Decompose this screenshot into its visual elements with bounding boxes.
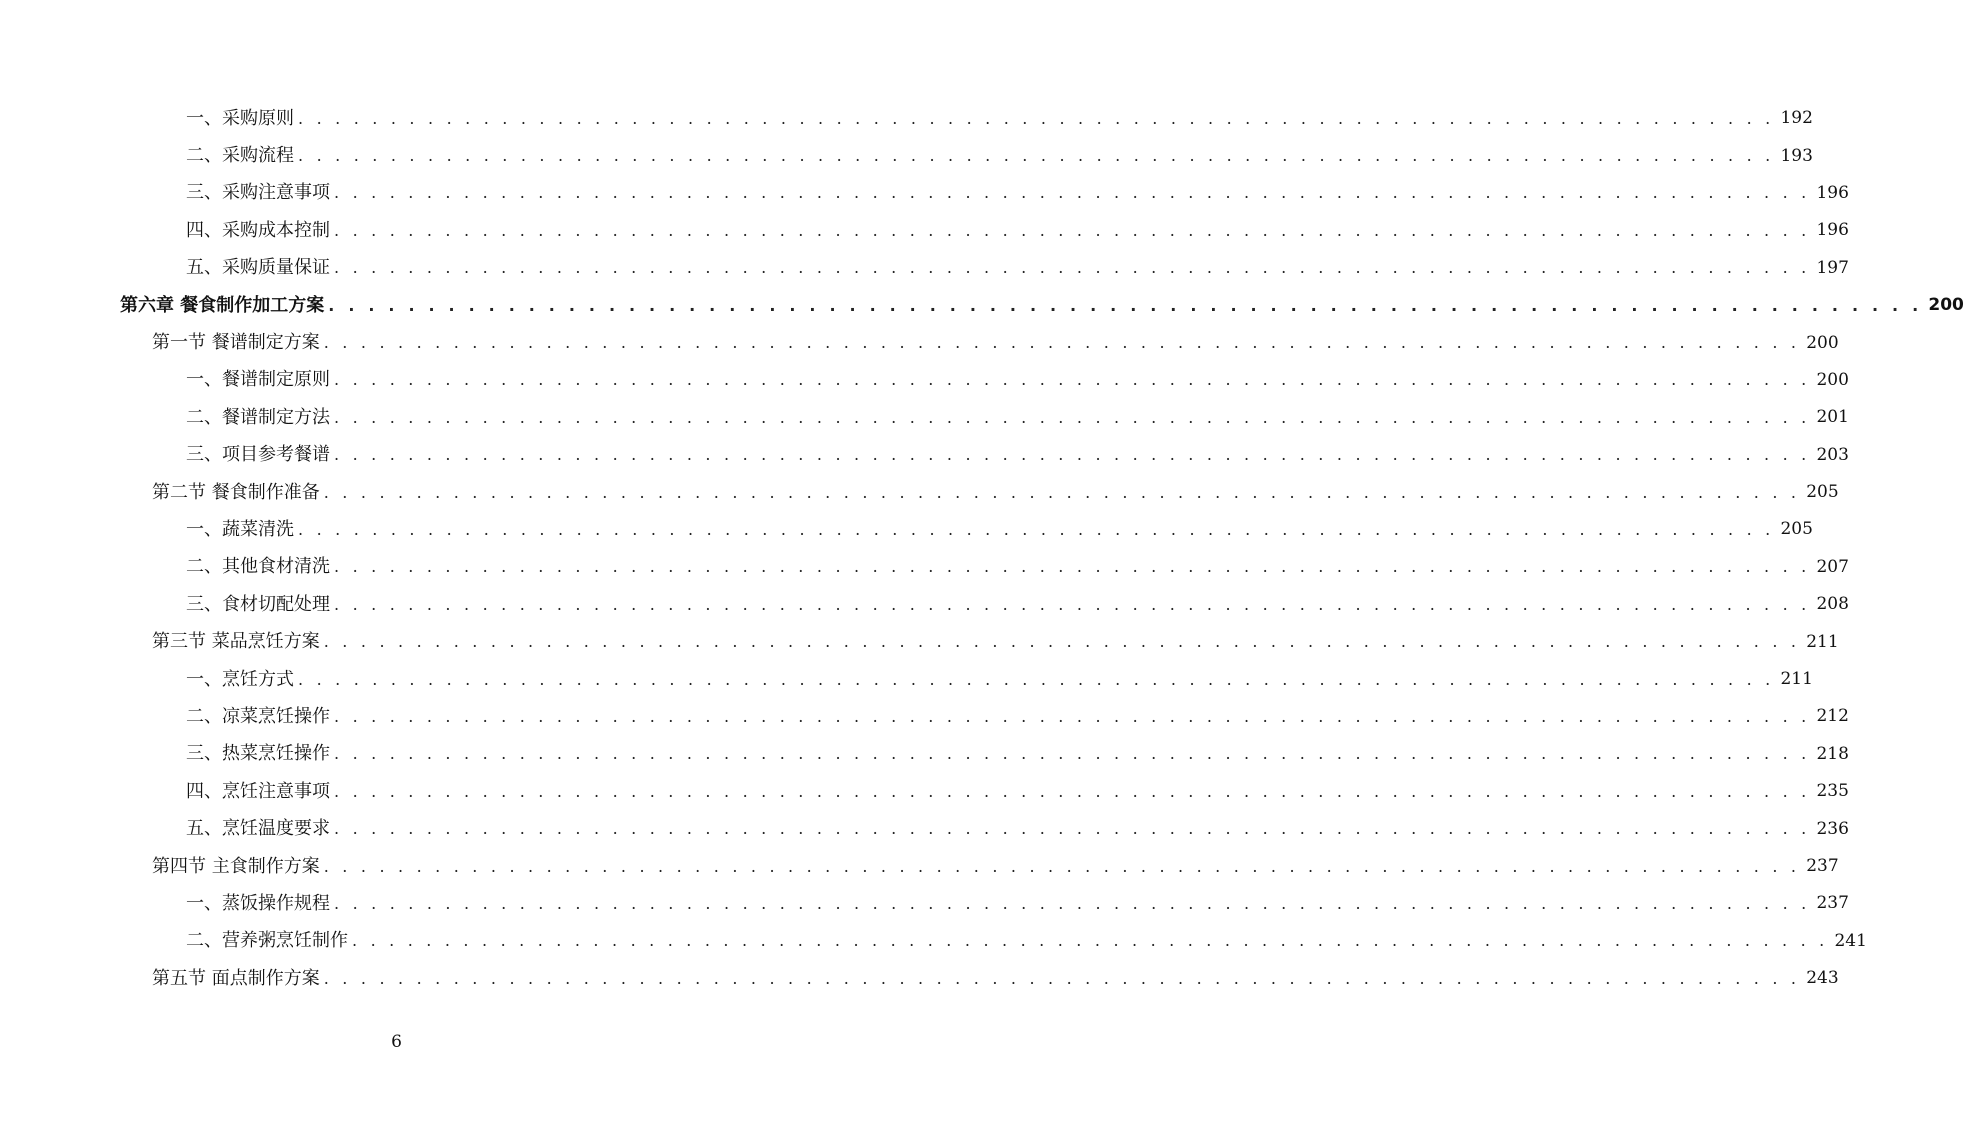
toc-entry-page: 211 xyxy=(1780,669,1813,690)
toc-entry-page: 208 xyxy=(1816,594,1849,615)
toc-entry-label: 第三节 菜品烹饪方案 xyxy=(152,631,320,653)
toc-entry-item[interactable] xyxy=(0,736,1849,773)
toc-entry-page: 205 xyxy=(1806,482,1839,503)
toc-entry-page: 196 xyxy=(1816,220,1849,241)
toc-entry-label: 第二节 餐食制作准备 xyxy=(152,481,320,503)
toc-leader-dots: . . . . . . . . . . . . . . . . . . . . . . . . . . . . . . . . . . . . . . . . . . . . . . . . . . . . . . . . . . . . . . . . . . . . . . . . . . . . . . . . xyxy=(298,519,1775,539)
toc-entry-section[interactable] xyxy=(0,623,1839,660)
toc-entry-item[interactable] xyxy=(0,810,1849,847)
toc-entry-item[interactable] xyxy=(0,885,1849,922)
toc-entry-page: 200 xyxy=(1928,295,1964,316)
toc-entry-label: 一、蒸饭操作规程 xyxy=(186,892,330,914)
toc-entry-page: 243 xyxy=(1806,968,1839,989)
toc-leader-dots: . . . . . . . . . . . . . . . . . . . . . . . . . . . . . . . . . . . . . . . . . . . . . . . . . . . . . . . . . . . . . . . . . . . . . . . . . . . . . . . . xyxy=(298,669,1775,689)
toc-leader-dots: . . . . . . . . . . . . . . . . . . . . . . . . . . . . . . . . . . . . . . . . . . . . . . . . . . . . . . . . . . . . . . . . . . . . . . . . . . . . . . . . xyxy=(323,856,1801,876)
toc-entry-label: 五、采购质量保证 xyxy=(186,257,330,279)
toc-leader-dots: . . . . . . . . . . . . . . . . . . . . . . . . . . . . . . . . . . . . . . . . . . . . . . . . . . . . . . . . . . . . . . . . . . . . . . . . . . . . . . . . xyxy=(352,931,1829,951)
toc-entry-item[interactable] xyxy=(0,661,1813,698)
toc-entry-page: 193 xyxy=(1780,145,1813,166)
toc-entry-item[interactable] xyxy=(0,773,1849,810)
toc-entry-label: 三、采购注意事项 xyxy=(186,182,330,204)
toc-entry-label: 三、食材切配处理 xyxy=(186,593,330,615)
toc-entry-item[interactable] xyxy=(0,175,1849,212)
toc-entry-label: 二、采购流程 xyxy=(186,145,294,167)
toc-entry-label: 二、餐谱制定方法 xyxy=(186,406,330,428)
toc-entry-page: 201 xyxy=(1816,407,1849,428)
toc-entry-item[interactable] xyxy=(0,250,1849,287)
toc-leader-dots: . . . . . . . . . . . . . . . . . . . . . . . . . . . . . . . . . . . . . . . . . . . . . . . . . . . . . . . . . . . . . . . . . . . . . . . . . . . . . . . . xyxy=(334,258,1811,278)
toc-entry-label: 三、项目参考餐谱 xyxy=(186,444,330,466)
toc-entry-label: 二、其他食材清洗 xyxy=(186,556,330,578)
toc-leader-dots: . . . . . . . . . . . . . . . . . . . . . . . . . . . . . . . . . . . . . . . . . . . . . . . . . . . . . . . . . . . . . . . . . . . . . . . . . . . . . . . . xyxy=(323,968,1801,988)
toc-leader-dots: . . . . . . . . . . . . . . . . . . . . . . . . . . . . . . . . . . . . . . . . . . . . . . . . . . . . . . . . . . . . . . . . . . . . . . . . . . . . . . . . xyxy=(334,744,1811,764)
toc-entry-page: 211 xyxy=(1806,631,1839,652)
toc-entry-item[interactable] xyxy=(0,100,1813,137)
toc-entry-label: 四、采购成本控制 xyxy=(186,219,330,241)
toc-entry-page: 236 xyxy=(1816,818,1849,839)
toc-entry-chapter[interactable] xyxy=(0,287,1964,324)
toc-leader-dots: . . . . . . . . . . . . . . . . . . . . . . . . . . . . . . . . . . . . . . . . . . . . . . . . . . . . . . . . . . . . . . . . . . . . . . . . . . . . . . . . xyxy=(328,295,1923,315)
toc-entry-label: 一、采购原则 xyxy=(186,107,294,129)
toc-entry-item[interactable] xyxy=(0,698,1849,735)
toc-leader-dots: . . . . . . . . . . . . . . . . . . . . . . . . . . . . . . . . . . . . . . . . . . . . . . . . . . . . . . . . . . . . . . . . . . . . . . . . . . . . . . . . xyxy=(298,146,1775,166)
toc-entry-label: 第五节 面点制作方案 xyxy=(152,967,320,989)
toc-entry-item[interactable] xyxy=(0,399,1849,436)
toc-leader-dots: . . . . . . . . . . . . . . . . . . . . . . . . . . . . . . . . . . . . . . . . . . . . . . . . . . . . . . . . . . . . . . . . . . . . . . . . . . . . . . . . xyxy=(298,108,1775,128)
toc-entry-page: 200 xyxy=(1806,332,1839,353)
toc-entry-label: 第六章 餐食制作加工方案 xyxy=(120,294,325,316)
toc-leader-dots: . . . . . . . . . . . . . . . . . . . . . . . . . . . . . . . . . . . . . . . . . . . . . . . . . . . . . . . . . . . . . . . . . . . . . . . . . . . . . . . . xyxy=(334,370,1811,390)
toc-entry-label: 三、热菜烹饪操作 xyxy=(186,743,330,765)
toc-leader-dots: . . . . . . . . . . . . . . . . . . . . . . . . . . . . . . . . . . . . . . . . . . . . . . . . . . . . . . . . . . . . . . . . . . . . . . . . . . . . . . . . xyxy=(334,706,1811,726)
toc-entry-page: 197 xyxy=(1816,257,1849,278)
toc-leader-dots: . . . . . . . . . . . . . . . . . . . . . . . . . . . . . . . . . . . . . . . . . . . . . . . . . . . . . . . . . . . . . . . . . . . . . . . . . . . . . . . . xyxy=(334,220,1811,240)
toc-entry-section[interactable] xyxy=(0,960,1839,997)
toc-entry-item[interactable] xyxy=(0,437,1849,474)
toc-leader-dots: . . . . . . . . . . . . . . . . . . . . . . . . . . . . . . . . . . . . . . . . . . . . . . . . . . . . . . . . . . . . . . . . . . . . . . . . . . . . . . . . xyxy=(323,333,1801,353)
toc-entry-item[interactable] xyxy=(0,923,1867,960)
toc-entry-label: 第四节 主食制作方案 xyxy=(152,855,320,877)
toc-leader-dots: . . . . . . . . . . . . . . . . . . . . . . . . . . . . . . . . . . . . . . . . . . . . . . . . . . . . . . . . . . . . . . . . . . . . . . . . . . . . . . . . xyxy=(334,445,1811,465)
page-number: 6 xyxy=(391,1032,402,1052)
toc-entry-section[interactable] xyxy=(0,474,1839,511)
toc-leader-dots: . . . . . . . . . . . . . . . . . . . . . . . . . . . . . . . . . . . . . . . . . . . . . . . . . . . . . . . . . . . . . . . . . . . . . . . . . . . . . . . . xyxy=(334,557,1811,577)
toc-leader-dots: . . . . . . . . . . . . . . . . . . . . . . . . . . . . . . . . . . . . . . . . . . . . . . . . . . . . . . . . . . . . . . . . . . . . . . . . . . . . . . . . xyxy=(323,632,1801,652)
toc-leader-dots: . . . . . . . . . . . . . . . . . . . . . . . . . . . . . . . . . . . . . . . . . . . . . . . . . . . . . . . . . . . . . . . . . . . . . . . . . . . . . . . . xyxy=(334,781,1811,801)
toc-entry-page: 235 xyxy=(1816,781,1849,802)
toc-entry-label: 一、蔬菜清洗 xyxy=(186,518,294,540)
toc-leader-dots: . . . . . . . . . . . . . . . . . . . . . . . . . . . . . . . . . . . . . . . . . . . . . . . . . . . . . . . . . . . . . . . . . . . . . . . . . . . . . . . . xyxy=(323,482,1801,502)
toc-entry-label: 第一节 餐谱制定方案 xyxy=(152,332,320,354)
toc-entry-item[interactable] xyxy=(0,586,1849,623)
table-of-contents xyxy=(0,100,1964,997)
toc-entry-page: 241 xyxy=(1834,930,1867,951)
toc-entry-page: 205 xyxy=(1780,519,1813,540)
toc-leader-dots: . . . . . . . . . . . . . . . . . . . . . . . . . . . . . . . . . . . . . . . . . . . . . . . . . . . . . . . . . . . . . . . . . . . . . . . . . . . . . . . . xyxy=(334,407,1811,427)
toc-entry-page: 212 xyxy=(1816,706,1849,727)
toc-entry-section[interactable] xyxy=(0,848,1839,885)
toc-entry-page: 200 xyxy=(1816,369,1849,390)
toc-entry-label: 一、餐谱制定原则 xyxy=(186,369,330,391)
toc-entry-page: 196 xyxy=(1816,182,1849,203)
toc-entry-item[interactable] xyxy=(0,549,1849,586)
toc-entry-label: 二、营养粥烹饪制作 xyxy=(186,930,348,952)
toc-entry-label: 四、烹饪注意事项 xyxy=(186,780,330,802)
toc-entry-page: 192 xyxy=(1780,108,1813,129)
toc-leader-dots: . . . . . . . . . . . . . . . . . . . . . . . . . . . . . . . . . . . . . . . . . . . . . . . . . . . . . . . . . . . . . . . . . . . . . . . . . . . . . . . . xyxy=(334,183,1811,203)
toc-entry-item[interactable] xyxy=(0,362,1849,399)
toc-entry-page: 203 xyxy=(1816,444,1849,465)
toc-entry-item[interactable] xyxy=(0,137,1813,174)
toc-entry-label: 一、烹饪方式 xyxy=(186,668,294,690)
toc-leader-dots: . . . . . . . . . . . . . . . . . . . . . . . . . . . . . . . . . . . . . . . . . . . . . . . . . . . . . . . . . . . . . . . . . . . . . . . . . . . . . . . . xyxy=(334,594,1811,614)
toc-entry-label: 二、凉菜烹饪操作 xyxy=(186,705,330,727)
toc-entry-label: 五、烹饪温度要求 xyxy=(186,818,330,840)
toc-entry-page: 237 xyxy=(1806,856,1839,876)
toc-entry-item[interactable] xyxy=(0,511,1813,548)
toc-entry-section[interactable] xyxy=(0,324,1839,361)
toc-leader-dots: . . . . . . . . . . . . . . . . . . . . . . . . . . . . . . . . . . . . . . . . . . . . . . . . . . . . . . . . . . . . . . . . . . . . . . . . . . . . . . . . xyxy=(334,819,1811,839)
toc-leader-dots: . . . . . . . . . . . . . . . . . . . . . . . . . . . . . . . . . . . . . . . . . . . . . . . . . . . . . . . . . . . . . . . . . . . . . . . . . . . . . . . . xyxy=(334,893,1811,913)
toc-entry-page: 207 xyxy=(1816,556,1849,577)
toc-entry-item[interactable] xyxy=(0,212,1849,249)
toc-entry-page: 237 xyxy=(1816,893,1849,914)
toc-entry-page: 218 xyxy=(1816,743,1849,764)
